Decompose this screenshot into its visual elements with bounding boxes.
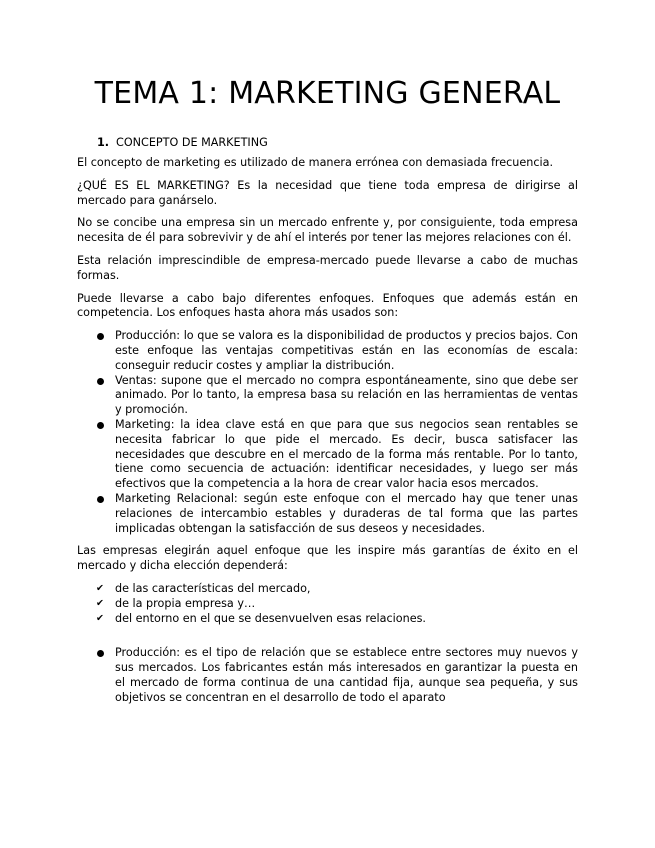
paragraph: Puede llevarse a cabo bajo diferentes enfoques. Enfoques que además están en competencia. Los enfoques hasta ahora más usados son: (77, 291, 578, 320)
section-heading (97, 136, 578, 150)
list-item: Producción: lo que se valora es la disponibilidad de productos y precios bajos. Con este enfoque las ventajas competitivas están en las economías de escala: conseguir reducir costes y ampliar la distribución. (77, 329, 578, 373)
paragraph: Esta relación imprescindible de empresa-mercado puede llevarse a cabo de muchas formas. (77, 253, 578, 282)
list-item: Producción: es el tipo de relación que se establece entre sectores muy nuevos y sus mercados. Los fabricantes están más interesados en garantizar la puesta en el mercado de forma continua de una cantidad fija, aunque sea pequeña, y sus objetivos se concentran en el desarrollo de todo el aparato (77, 646, 578, 705)
page-title: TEMA 1: MARKETING GENERAL (94, 76, 561, 111)
list-item: Marketing: la idea clave está en que para que sus negocios sean rentables se necesita fabricar lo que pide el mercado. Es decir, busca satisfacer las necesidades que descubre en el mercado de la forma más rentable. Por lo tanto, tiene como secuencia de actuación: identificar necesidades, y luego ser más efectivos que la competencia a la hora de crear valor hacia esos mercados. (77, 418, 578, 492)
section-number: 1. (97, 136, 110, 149)
paragraph: No se concibe una empresa sin un mercado enfrente y, por consiguiente, toda empresa necesita de él para sobrevivir y de ahí el interés por tener las mejores relaciones con él. (77, 216, 578, 245)
dependencies-list (77, 582, 578, 626)
check-list-item: ✔ de la propia empresa y… (77, 597, 578, 612)
list-item: Ventas: supone que el mercado no compra espontáneamente, sino que debe ser animado. Por lo tanto, la empresa basa su relación en las herramientas de ventas y promoción. (77, 374, 578, 418)
list-item: Marketing Relacional: según este enfoque con el mercado hay que tener unas relaciones de intercambio estables y duraderas de tal forma que las partes implicadas obtengan la satisfacción de sus deseos y necesidades. (77, 492, 578, 536)
paragraph: ¿QUÉ ES EL MARKETING? Es la necesidad que tiene toda empresa de dirigirse al mercado para ganárselo. (77, 178, 578, 207)
check-list-item: ✔ del entorno en el que se desenvuelven esas relaciones. (77, 612, 578, 627)
paragraph: Las empresas elegirán aquel enfoque que les inspire más garantías de éxito en el mercado y dicha elección dependerá: (77, 544, 578, 573)
check-list-item: ✔ de las características del mercado, (77, 582, 578, 597)
approaches-list (77, 329, 578, 536)
details-list (77, 646, 578, 705)
section-label: CONCEPTO DE MARKETING (116, 136, 268, 149)
paragraph: El concepto de marketing es utilizado de manera errónea con demasiada frecuencia. (77, 156, 554, 169)
